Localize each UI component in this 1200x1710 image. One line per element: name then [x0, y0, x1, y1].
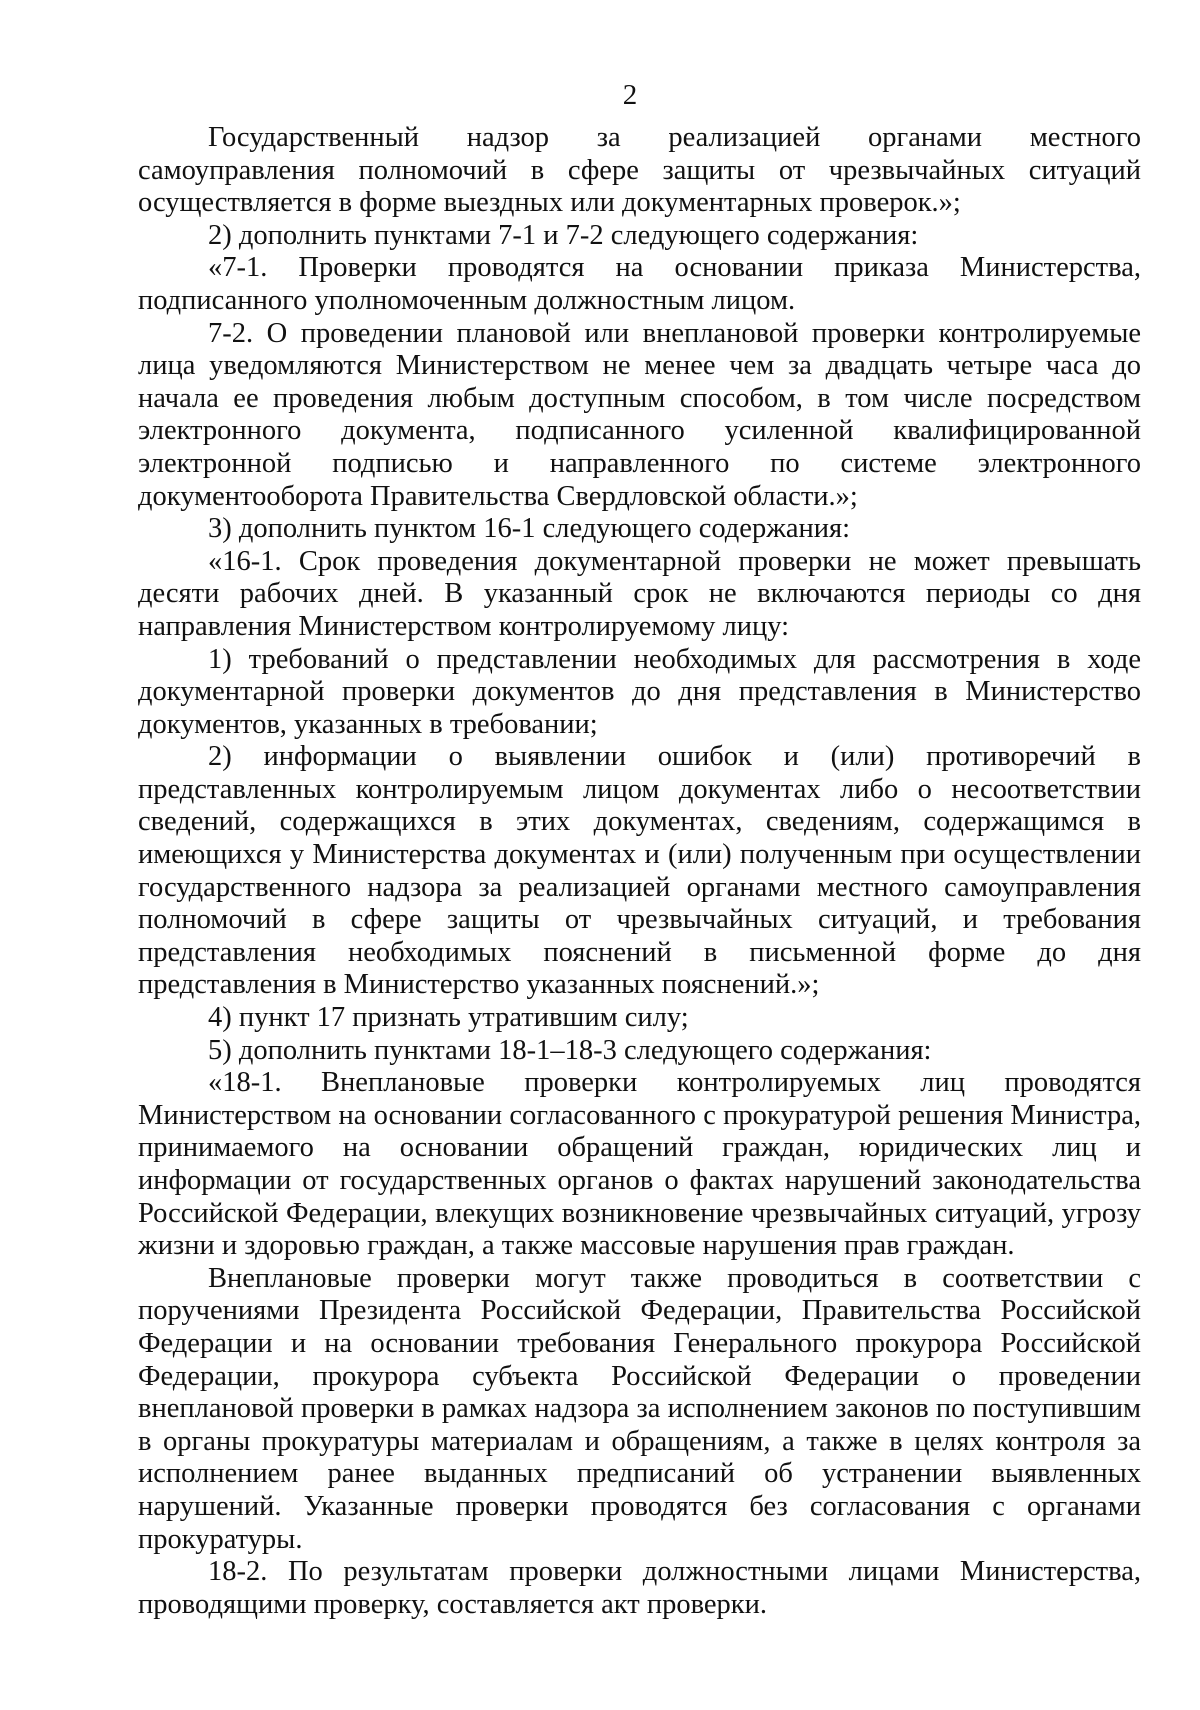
- paragraph: 1) требований о представлении необходимых для рассмотрения в ходе документарной проверки документов до дня представления в Министерство документов, указанных в требовании;: [138, 643, 1141, 740]
- paragraph: «7-1. Проверки проводятся на основании приказа Министерства, подписанного уполномоченным должностным лицом.: [138, 252, 1141, 316]
- paragraph: 2) информации о выявлении ошибок и (или) противоречий в представленных контролируемым лицом документах либо о несоответствии сведений, содержащихся в этих документах, сведениям, содержащимся в имеющихся у Министерства документах и (или) полученным при осуществлении государственного надзора за реализацией органами местного самоуправления полномочий в сфере защиты от чрезвычайных ситуаций, и требования представления необходимых пояснений в письменной форме до дня представления в Министерство указанных пояснений.»;: [138, 741, 1141, 1001]
- paragraph: 4) пункт 17 признать утратившим силу;: [208, 1002, 689, 1034]
- paragraph: 18-2. По результатам проверки должностными лицами Министерства, проводящими проверку, составляется акт проверки.: [138, 1556, 1141, 1620]
- document-body: [138, 122, 1141, 1621]
- paragraph: Государственный надзор за реализацией органами местного самоуправления полномочий в сфере защиты от чрезвычайных ситуаций осуществляется в форме выездных или документарных проверок.»;: [138, 122, 1141, 219]
- paragraph: «18-1. Внеплановые проверки контролируемых лиц проводятся Министерством на основании согласованного с прокуратурой решения Министра, принимаемого на основании обращений граждан, юридических лиц и информации от государственных органов о фактах нарушений законодательства Российской Федерации, влекущих возникновение чрезвычайных ситуаций, угрозу жизни и здоровью граждан, а также массовые нарушения прав граждан.: [138, 1067, 1141, 1262]
- paragraph: 7-2. О проведении плановой или внеплановой проверки контролируемые лица уведомляются Министерством не менее чем за двадцать четыре часа до начала ее проведения любым доступным способом, в том числе посредством электронного документа, подписанного усиленной квалифицированной электронной подписью и направленного по системе электронного документооборота Правительства Свердловской области.»;: [138, 317, 1141, 512]
- paragraph: 2) дополнить пунктами 7-1 и 7-2 следующего содержания:: [208, 219, 919, 251]
- paragraph: «16-1. Срок проведения документарной проверки не может превышать десяти рабочих дней. В указанный срок не включаются периоды со дня направления Министерством контролируемому лицу:: [138, 545, 1141, 642]
- page-number: 2: [622, 79, 638, 111]
- paragraph: 3) дополнить пунктом 16-1 следующего содержания:: [208, 513, 851, 545]
- paragraph: 5) дополнить пунктами 18-1–18-3 следующего содержания:: [208, 1034, 932, 1066]
- paragraph: Внеплановые проверки могут также проводиться в соответствии с поручениями Президента Российской Федерации, Правительства Российской Федерации и на основании требования Генерального прокурора Российской Федерации, прокурора субъекта Российской Федерации о проведении внеплановой проверки в рамках надзора за исполнением законов по поступившим в органы прокуратуры материалам и обращениям, а также в целях контроля за исполнением ранее выданных предписаний об устранении выявленных нарушений. Указанные проверки проводятся без согласования с органами прокуратуры.: [138, 1262, 1141, 1555]
